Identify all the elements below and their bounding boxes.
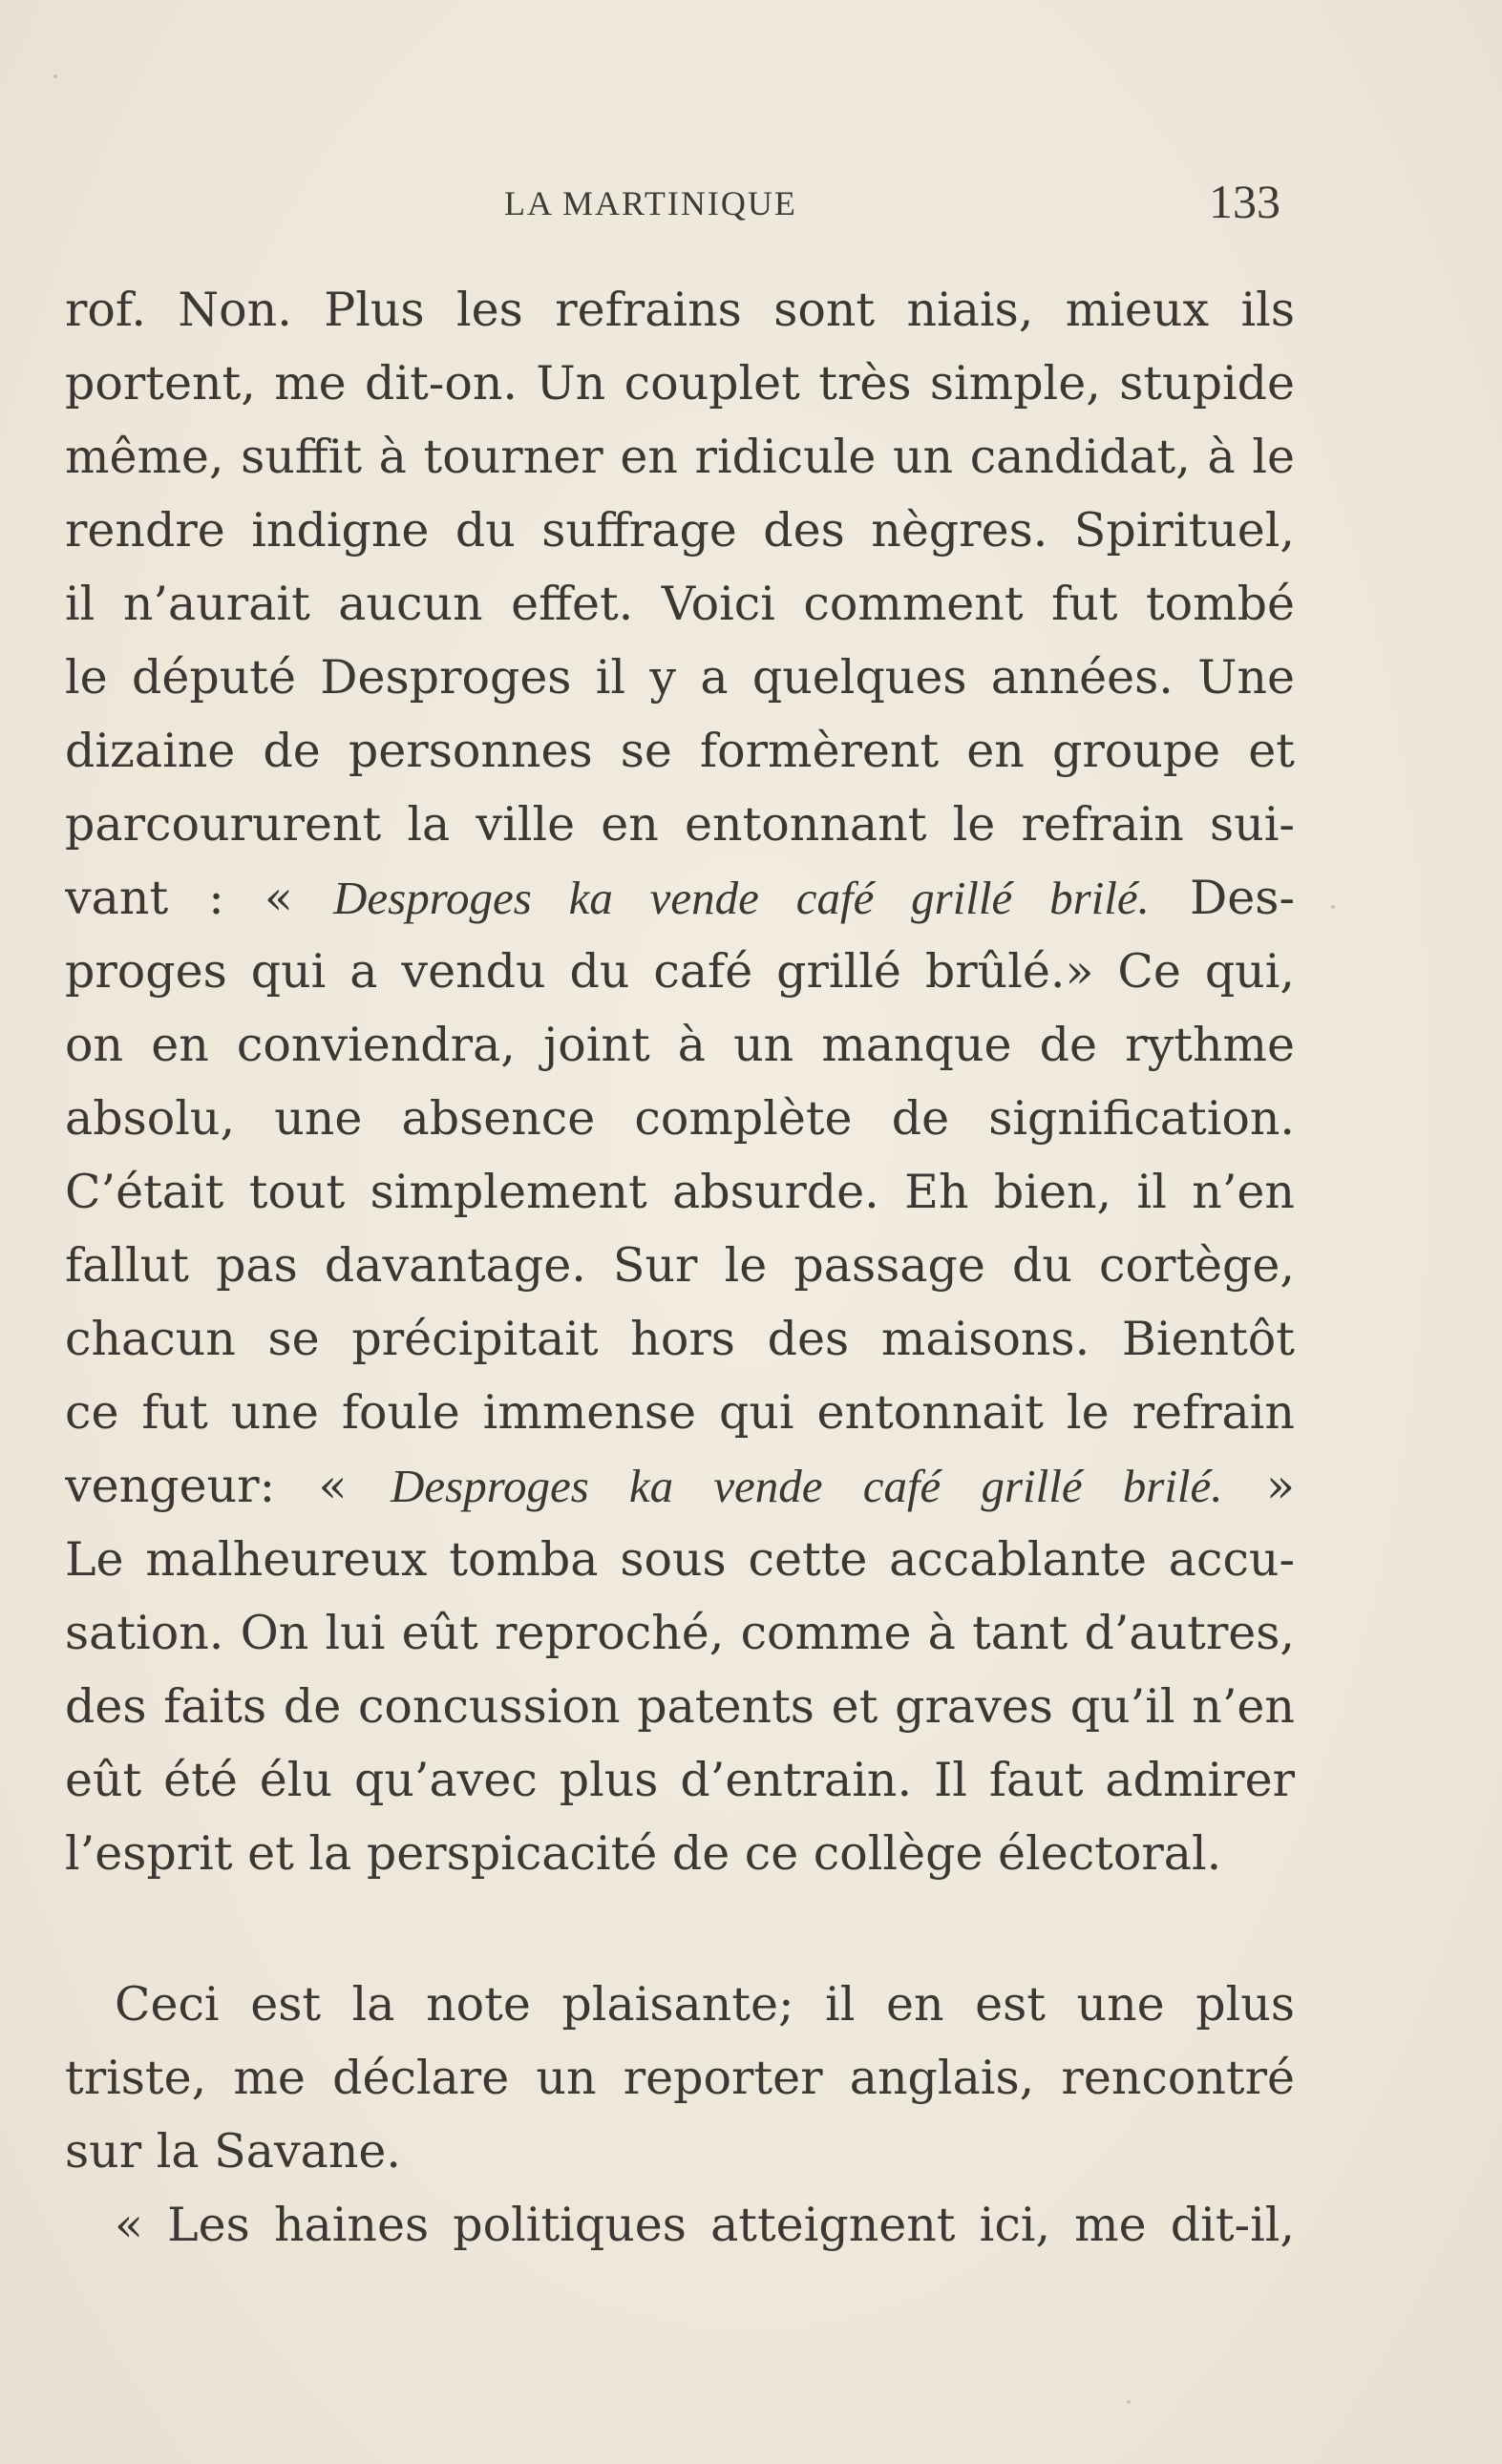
- text-line: fallut pas davantage. Sur le passage du cortège,: [65, 1238, 1295, 1293]
- text-line-with-italic-quote: [65, 1449, 1295, 1523]
- quote-opening: vengeur: «: [65, 1459, 391, 1513]
- text-line: même, suffit à tourner en ridicule un candidat, à le: [65, 430, 1295, 484]
- paper-speck: [1127, 2400, 1131, 2404]
- text-line: Le malheureux tomba sous cette accablante accu-: [65, 1532, 1295, 1587]
- text-line: il n’aurait aucun effet. Voici comment fut tombé: [65, 577, 1295, 631]
- quote-opening: vant : «: [65, 871, 334, 925]
- text-line: proges qui a vendu du café grillé brûlé.» Ce qui,: [65, 944, 1295, 999]
- text-line: rof. Non. Plus les refrains sont niais, mieux ils: [65, 283, 1295, 337]
- text-line: C’était tout simplement absurde. Eh bien, il n’en: [65, 1165, 1295, 1219]
- text-line: sation. On lui eût reproché, comme à tant d’autres,: [65, 1606, 1295, 1660]
- creole-refrain: Desproges ka vende café grillé brilé.: [391, 1460, 1223, 1512]
- text-line: l’esprit et la perspicacité de ce collège électoral.: [65, 1826, 1222, 1881]
- text-line: chacun se précipitait hors des maisons. Bientôt: [65, 1312, 1295, 1366]
- quote-closing: »: [1222, 1459, 1295, 1513]
- text-line: portent, me dit-on. Un couplet très simple, stupide: [65, 356, 1295, 411]
- body-text: [65, 273, 1295, 2262]
- text-line-with-italic-quote: [65, 861, 1295, 935]
- text-line: eût été élu qu’avec plus d’entrain. Il faut admirer: [65, 1753, 1295, 1807]
- text-line: le député Desproges il y a quelques années. Une: [65, 650, 1295, 705]
- text-line: rendre indigne du suffrage des nègres. Spirituel,: [65, 503, 1295, 558]
- text-line: sur la Savane.: [65, 2124, 401, 2179]
- page-number: 133: [1209, 175, 1280, 228]
- creole-refrain: Desproges ka vende café grillé brilé.: [333, 872, 1150, 924]
- quote-continuation: Des-: [1149, 871, 1295, 925]
- text-line: Ceci est la note plaisante; il en est une plus: [115, 1977, 1295, 2032]
- text-line: « Les haines politiques atteignent ici, me dit-il,: [115, 2198, 1295, 2252]
- text-line: on en conviendra, joint à un manque de rythme: [65, 1018, 1295, 1072]
- running-head: LA MARTINIQUE: [504, 184, 797, 222]
- paper-speck: [53, 74, 57, 78]
- text-line: parcoururent la ville en entonnant le refrain sui-: [65, 797, 1295, 852]
- paper-speck: [1331, 905, 1335, 909]
- text-line: triste, me déclare un reporter anglais, rencontré: [65, 2051, 1295, 2105]
- text-line: ce fut une foule immense qui entonnait le refrain: [65, 1385, 1295, 1440]
- text-line: des faits de concussion patents et graves qu’il n’en: [65, 1679, 1295, 1734]
- paragraph-gap: [65, 1890, 1295, 1968]
- text-line: absolu, une absence complète de signification.: [65, 1091, 1295, 1146]
- text-line: dizaine de personnes se formèrent en groupe et: [65, 724, 1295, 778]
